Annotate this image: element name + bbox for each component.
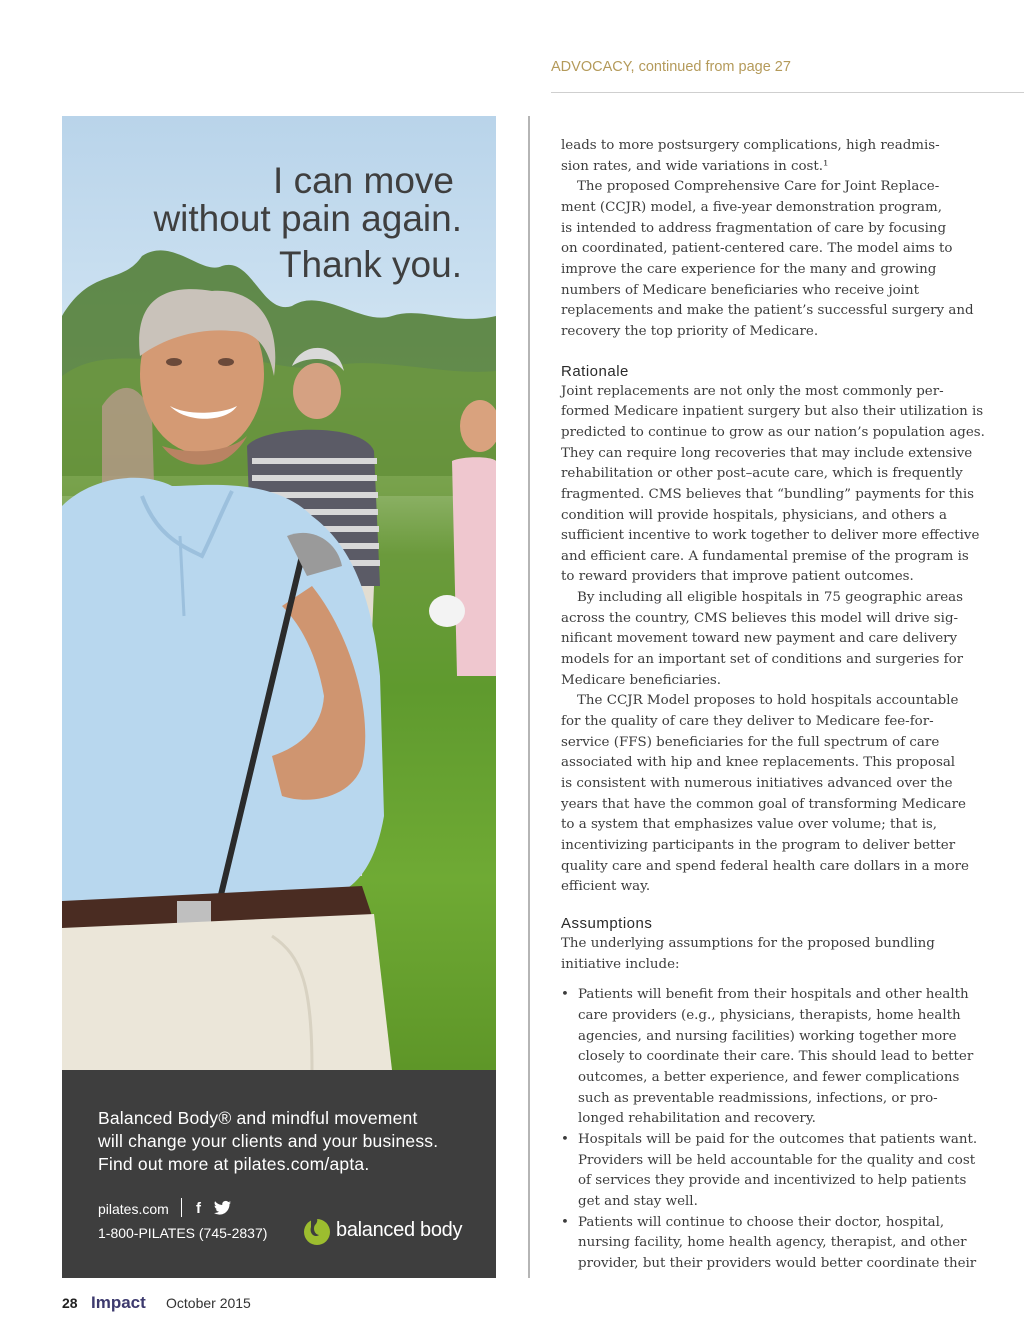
divider [181,1198,182,1217]
text-line: nursing facility, home health agency, therapist, and other [578,1235,967,1251]
balanced-body-icon [302,1214,332,1246]
ad-phone: 1-800-PILATES (745-2837) [98,1225,268,1241]
text-line: of services they provide and incentivized to help patients [578,1173,967,1189]
ad-headline-line-3: Thank you. [278,244,462,285]
text-line: rehabilitation or other post–acute care, which is frequently [561,466,963,482]
ad-footer-panel [62,1070,496,1278]
advertisement [62,116,496,1278]
brand-name: balanced body [336,1219,463,1241]
text-line: on coordinated, patient-centered care. The model aims to [561,241,953,257]
paragraph-4 [561,588,963,691]
text-line: Medicare beneficiaries. [561,672,722,688]
text-line: predicted to continue to grow as our nation’s population ages. [561,424,985,440]
text-line: improve the care experience for the many and growing [561,261,937,277]
list-item [561,985,974,1130]
text-line: Providers will be held accountable for the quality and cost [578,1152,976,1168]
text-line: • Patients will continue to choose their doctor, hospital, [578,1214,945,1230]
text-line: models for an important set of conditions and surgeries for [561,652,964,668]
text-line: replacements and make the patient’s successful surgery and [561,303,974,319]
text-line: is consistent with numerous initiatives advanced over the [561,776,953,792]
text-line: provider, but their providers would better coordinate their [578,1255,977,1271]
ad-headline-line-1: I can move [273,160,454,201]
text-line: for the quality of care they deliver to Medicare fee-for- [561,714,934,730]
text-line: ment (CCJR) model, a five-year demonstration program, [561,199,942,215]
paragraph-1 [561,136,963,177]
text-line: associated with hip and knee replacements. This proposal [561,755,956,771]
text-line: across the country, CMS believes this model will drive sig- [561,610,959,626]
page-number: 28 [62,1295,78,1311]
golfer-photo [62,116,496,1070]
text-line: nificant movement toward new payment and care delivery [561,631,958,647]
paragraph-2 [561,177,974,342]
text-line: Joint replacements are not only the most commonly per- [561,383,944,399]
list-item [561,1130,978,1213]
balanced-body-logo [302,1214,472,1248]
text-line: and efficient care. A fundamental premise of the program is [561,548,969,564]
text-line: closely to coordinate their care. This should lead to better [578,1049,974,1065]
facebook-icon: f [196,1200,201,1217]
text-line: fragmented. CMS believes that “bundling” payments for this [561,486,974,502]
text-line: numbers of Medicare beneficiaries who receive joint [561,282,919,298]
text-line: agencies, and nursing facilities) working together more [578,1028,957,1044]
column-divider [528,116,530,1278]
text-line: incentivizing participants in the program to deliver better [561,838,956,853]
running-head: ADVOCACY, continued from page 27 [551,59,1024,93]
ad-copy-line-2: will change your clients and your business. [98,1131,439,1151]
issue-date: October 2015 [166,1295,251,1311]
text-line: initiative include: [561,956,680,972]
text-line: care providers (e.g., physicians, therapists, home health [578,1007,961,1023]
text-line: longed rehabilitation and recovery. [578,1111,816,1127]
text-line: leads to more postsurgery complications, high readmis- [561,138,940,153]
subhead-assumptions: Assumptions [561,914,653,932]
text-line: quality care and spend federal health care dollars in a more [561,858,969,874]
ad-copy [98,1107,438,1176]
text-line: get and stay well. [578,1193,698,1209]
text-line: is intended to address fragmentation of care by focusing [561,220,947,236]
text-line: such as preventable readmissions, infections, or pro- [578,1090,938,1106]
text-line: • Patients will benefit from their hospitals and other health [578,987,969,1003]
list-item [561,1213,977,1275]
text-line: The CCJR Model proposes to hold hospitals accountable [577,693,959,709]
text-line: formed Medicare inpatient surgery but also their utilization is [561,404,984,420]
paragraph-5 [561,691,969,898]
text-line: service (FFS) beneficiaries for the full spectrum of care [561,734,940,750]
assumptions-list [561,985,978,1274]
text-line: • Hospitals will be paid for the outcomes that patients want. [578,1131,978,1147]
text-line: By including all eligible hospitals in 75 geographic areas [577,590,964,606]
article-body [561,136,985,1274]
text-line: outcomes, a better experience, and fewer complications [578,1069,960,1085]
paragraph-6 [561,934,963,975]
ad-copy-line-3: Find out more at pilates.com/apta. [98,1154,370,1174]
text-line: efficient way. [561,879,651,895]
paragraph-3 [561,382,985,589]
ad-copy-line-1: Balanced Body® and mindful movement [98,1108,418,1128]
ad-website: pilates.com [98,1201,169,1217]
text-line: The proposed Comprehensive Care for Joint Replace- [577,179,940,195]
magazine-name: Impact [91,1293,146,1312]
text-line: years that have the common goal of transforming Medicare [561,796,966,812]
ad-headline-line-2: without pain again. [153,198,462,239]
text-line: They can require long recoveries that may include extensive [561,445,973,461]
text-line: recovery the top priority of Medicare. [561,323,819,339]
text-line: The underlying assumptions for the proposed bundling [561,935,935,951]
text-line: to a system that emphasizes value over volume; that is, [561,817,938,833]
text-line: to reward providers that improve patient outcomes. [561,569,914,585]
text-line: sion rates, and wide variations in cost.¹ [561,158,829,174]
text-line: sufficient incentive to work together to deliver more effective [561,528,980,544]
text-line: condition will provide hospitals, physicians, and others a [561,507,947,523]
twitter-icon [214,1200,232,1216]
subhead-rationale: Rationale [561,362,629,380]
